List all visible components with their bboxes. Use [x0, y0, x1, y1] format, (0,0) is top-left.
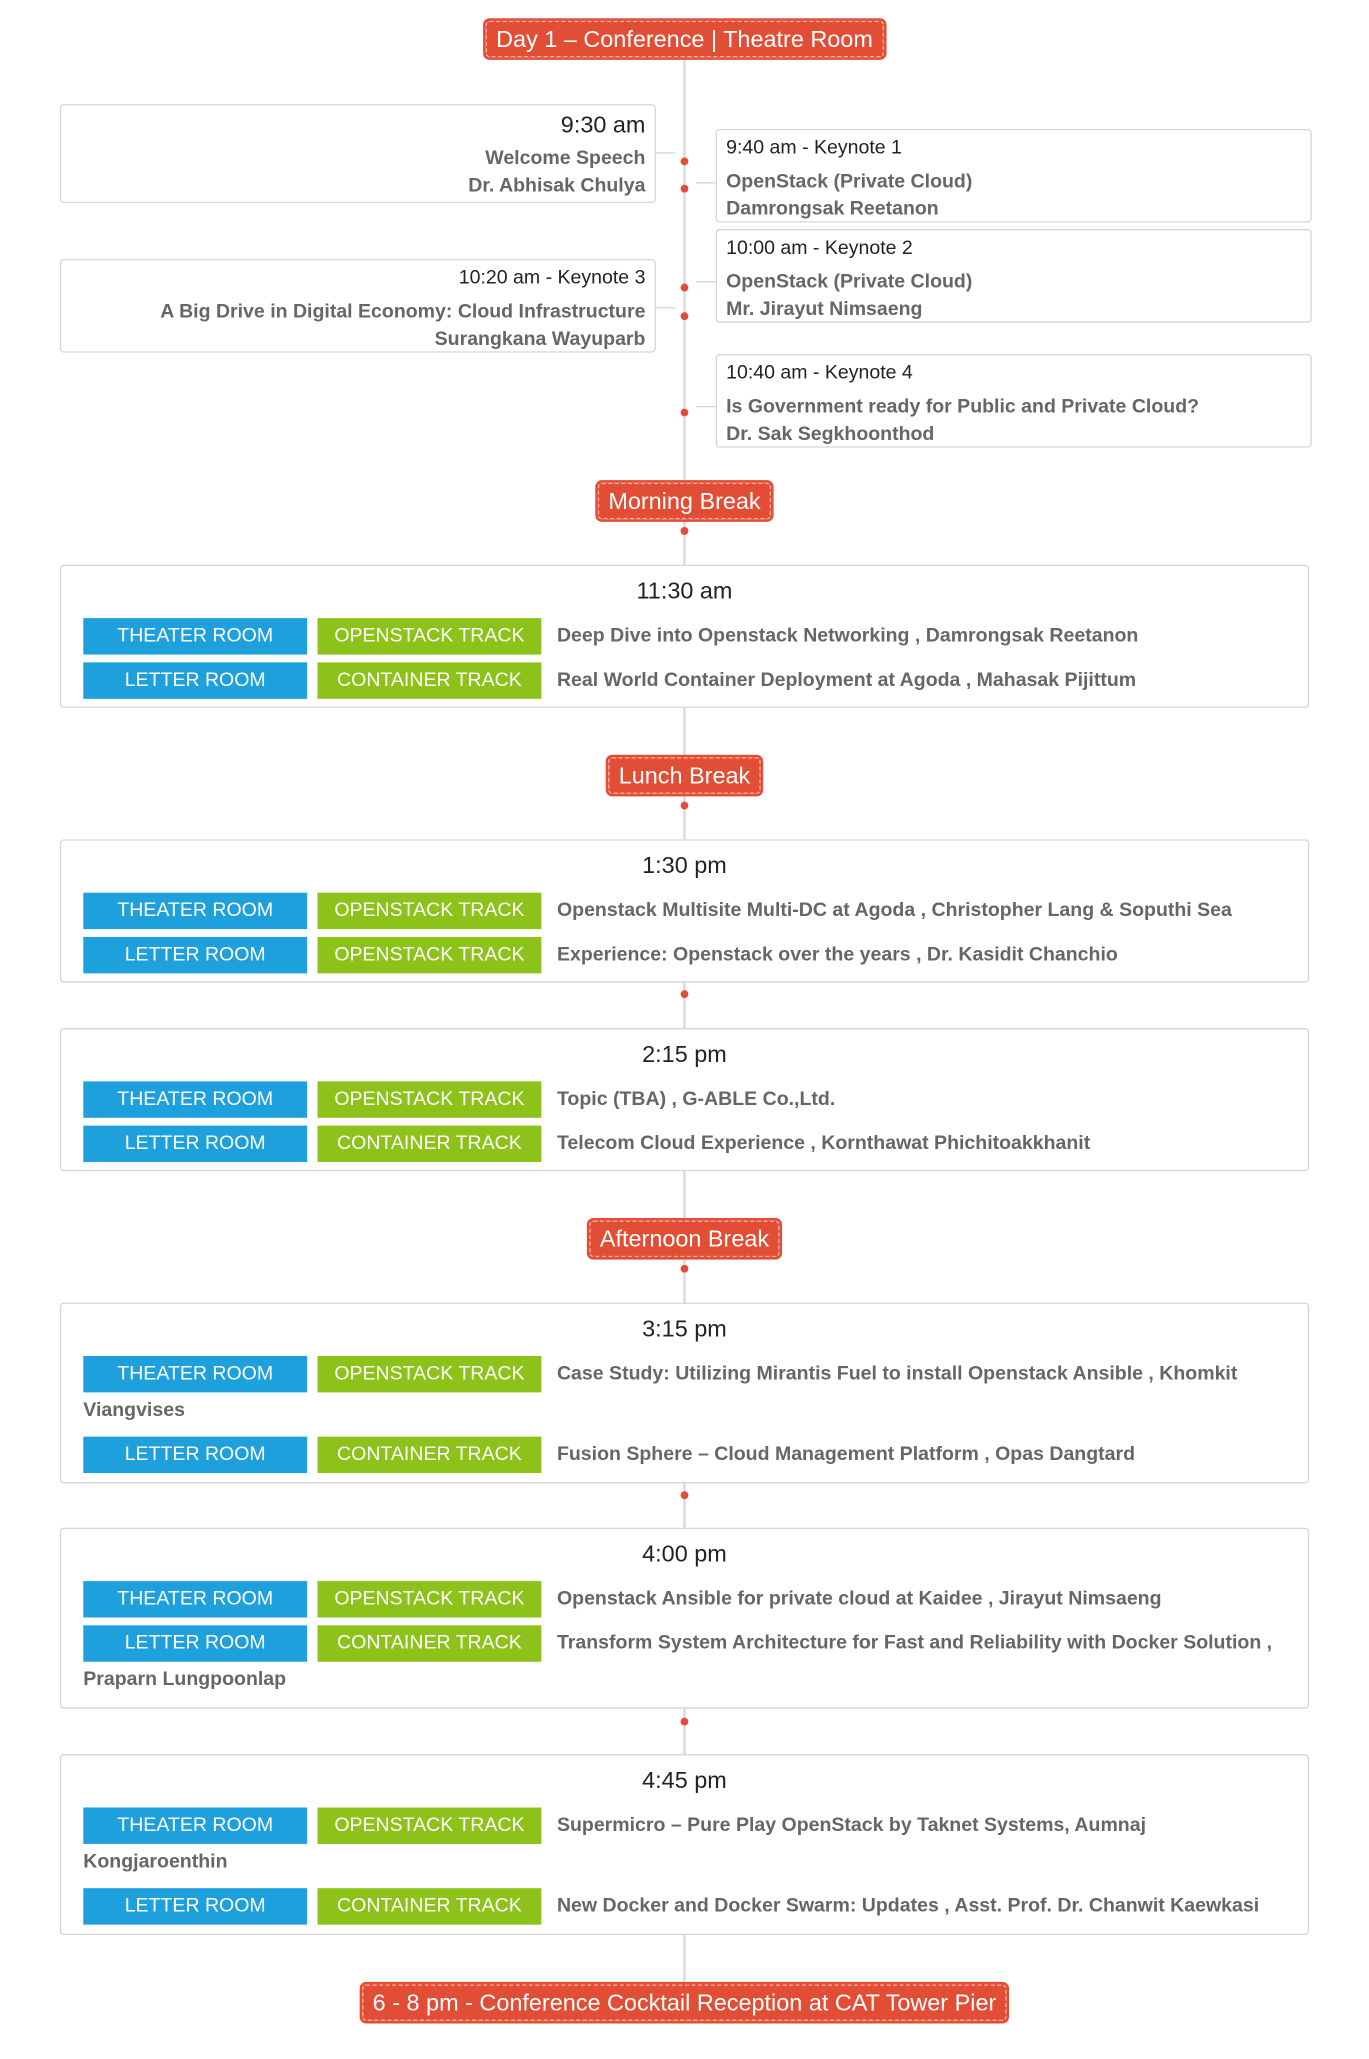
session-card: [60, 1528, 1309, 1709]
track-tag: CONTAINER TRACK: [318, 1126, 542, 1162]
session-row: [83, 1126, 1285, 1162]
keynote-speaker: Damrongsak Reetanon: [726, 197, 939, 220]
session-row: [83, 937, 1285, 973]
session-row: [83, 1888, 1285, 1924]
talk-title: New Docker and Docker Swarm: Updates , Asst. Prof. Dr. Chanwit Kaewkasi: [556, 1894, 1260, 1917]
room-tag: THEATER ROOM: [83, 1081, 307, 1117]
track-tag: CONTAINER TRACK: [318, 1888, 542, 1924]
session-row: [83, 893, 1285, 929]
session-time: 4:45 pm: [642, 1767, 727, 1794]
keynote-title: OpenStack (Private Cloud): [726, 270, 973, 293]
talk-title: Supermicro – Pure Play OpenStack by Taknet Systems, Aumnaj Kongjaroenthin: [83, 1814, 1147, 1873]
timeline-dot: [681, 990, 689, 998]
room-tag: LETTER ROOM: [83, 937, 307, 973]
track-tag: OPENSTACK TRACK: [318, 618, 542, 654]
day-title-badge: Day 1 – Conference | Theatre Room: [486, 21, 884, 57]
room-tag: LETTER ROOM: [83, 1126, 307, 1162]
lunch-break-badge: Lunch Break: [608, 757, 760, 793]
talk-title: Experience: Openstack over the years , Dr. Kasidit Chanchio: [556, 943, 1118, 966]
track-tag: OPENSTACK TRACK: [318, 1808, 542, 1844]
session-row: [83, 662, 1285, 698]
timeline-dot: [681, 1718, 689, 1726]
timeline-line: [683, 518, 686, 565]
session-time: 4:00 pm: [642, 1540, 727, 1567]
track-tag: OPENSTACK TRACK: [318, 893, 542, 929]
keynote-speaker: Dr. Sak Segkhoonthod: [726, 422, 935, 446]
talk-title: Case Study: Utilizing Mirantis Fuel to install Openstack Ansible , Khomkit Viangvises: [83, 1362, 1238, 1422]
session-row: [83, 1808, 1285, 1881]
timeline-line: [683, 707, 686, 755]
timeline-line: [683, 1707, 686, 1754]
talk-title: Telecom Cloud Experience , Kornthawat Phichitoakkhanit: [556, 1132, 1091, 1155]
track-tag: OPENSTACK TRACK: [318, 1081, 542, 1117]
room-tag: THEATER ROOM: [83, 1581, 307, 1617]
keynote-title: Is Government ready for Public and Private Cloud?: [726, 395, 1200, 418]
session-row: [83, 618, 1285, 654]
connector: [696, 281, 716, 282]
timeline-dot: [681, 157, 689, 165]
reception-badge: 6 - 8 pm - Conference Cocktail Reception at CAT Tower Pier: [362, 1984, 1006, 2020]
timeline-dot: [681, 802, 689, 810]
connector: [656, 152, 676, 153]
session-card: [60, 1028, 1309, 1171]
track-tag: OPENSTACK TRACK: [318, 1356, 542, 1392]
timeline-dot: [681, 284, 689, 292]
room-tag: LETTER ROOM: [83, 1888, 307, 1924]
timeline-line: [683, 1934, 686, 1983]
talk-title: Openstack Multisite Multi-DC at Agoda , Christopher Lang & Soputhi Sea: [556, 899, 1232, 922]
session-time: 3:15 pm: [642, 1315, 727, 1342]
afternoon-break-badge: Afternoon Break: [589, 1221, 779, 1257]
timeline-dot: [681, 409, 689, 417]
room-tag: THEATER ROOM: [83, 1356, 307, 1392]
track-tag: CONTAINER TRACK: [318, 1625, 542, 1661]
session-row: [83, 1437, 1285, 1473]
keynote-time: 10:20 am - Keynote 3: [458, 266, 646, 289]
keynote-card: [60, 259, 656, 353]
timeline-dot: [681, 185, 689, 193]
connector: [656, 307, 676, 308]
timeline-dot: [681, 1265, 689, 1273]
timeline-dot: [681, 527, 689, 535]
session-row: [83, 1081, 1285, 1117]
keynote-speaker: Surangkana Wayuparb: [434, 327, 646, 351]
room-tag: THEATER ROOM: [83, 1808, 307, 1844]
room-tag: THEATER ROOM: [83, 618, 307, 654]
room-tag: LETTER ROOM: [83, 662, 307, 698]
keynote-time: 10:40 am - Keynote 4: [726, 361, 913, 384]
session-card: [60, 839, 1309, 982]
keynote-time: 10:00 am - Keynote 2: [726, 236, 913, 259]
keynote-title: A Big Drive in Digital Economy: Cloud Infrastructure: [160, 300, 646, 323]
talk-title: Topic (TBA) , G-ABLE Co.,Ltd.: [556, 1087, 836, 1111]
track-tag: OPENSTACK TRACK: [318, 1581, 542, 1617]
room-tag: LETTER ROOM: [83, 1437, 307, 1473]
keynote-time: 9:40 am - Keynote 1: [726, 136, 902, 159]
track-tag: OPENSTACK TRACK: [318, 937, 542, 973]
timeline-line: [683, 792, 686, 839]
keynote-title: OpenStack (Private Cloud): [726, 170, 973, 193]
talk-title: Fusion Sphere – Cloud Management Platform , Opas Dangtard: [556, 1443, 1136, 1466]
keynote-speaker: Mr. Jirayut Nimsaeng: [726, 297, 923, 321]
timeline-line: [683, 981, 686, 1028]
session-row: [83, 1356, 1285, 1429]
track-tag: CONTAINER TRACK: [318, 1437, 542, 1473]
talk-title: Real World Container Deployment at Agoda , Mahasak Pijittum: [556, 668, 1137, 691]
keynote-speaker: Dr. Abhisak Chulya: [468, 174, 646, 197]
session-time: 2:15 pm: [642, 1041, 727, 1068]
room-tag: THEATER ROOM: [83, 893, 307, 929]
talk-title: Openstack Ansible for private cloud at Kaidee , Jirayut Nimsaeng: [556, 1587, 1162, 1610]
keynote-time: 9:30 am: [560, 111, 646, 138]
keynote-title: Welcome Speech: [485, 147, 646, 170]
session-row: [83, 1581, 1285, 1617]
timeline-dot: [681, 312, 689, 320]
talk-title: Deep Dive into Openstack Networking , Damrongsak Reetanon: [556, 624, 1139, 647]
session-card: [60, 565, 1309, 708]
room-tag: LETTER ROOM: [83, 1625, 307, 1661]
keynote-card: [716, 229, 1312, 323]
keynote-card: [716, 354, 1312, 448]
timeline-line: [683, 1482, 686, 1528]
session-row: [83, 1625, 1285, 1698]
session-time: 1:30 pm: [642, 852, 727, 879]
session-time: 11:30 am: [636, 577, 733, 604]
morning-break-badge: Morning Break: [598, 483, 771, 519]
timeline-dot: [681, 1491, 689, 1499]
keynote-card: [60, 104, 656, 203]
timeline-line: [683, 52, 686, 481]
talk-title: Transform System Architecture for Fast and Reliability with Docker Solution , Praparn Lungpoonlap: [83, 1631, 1273, 1691]
track-tag: CONTAINER TRACK: [318, 662, 542, 698]
keynote-card: [716, 129, 1312, 223]
session-card: [60, 1303, 1309, 1484]
connector: [696, 182, 716, 183]
session-card: [60, 1754, 1309, 1935]
connector: [696, 406, 716, 407]
timeline-line: [683, 1170, 686, 1218]
